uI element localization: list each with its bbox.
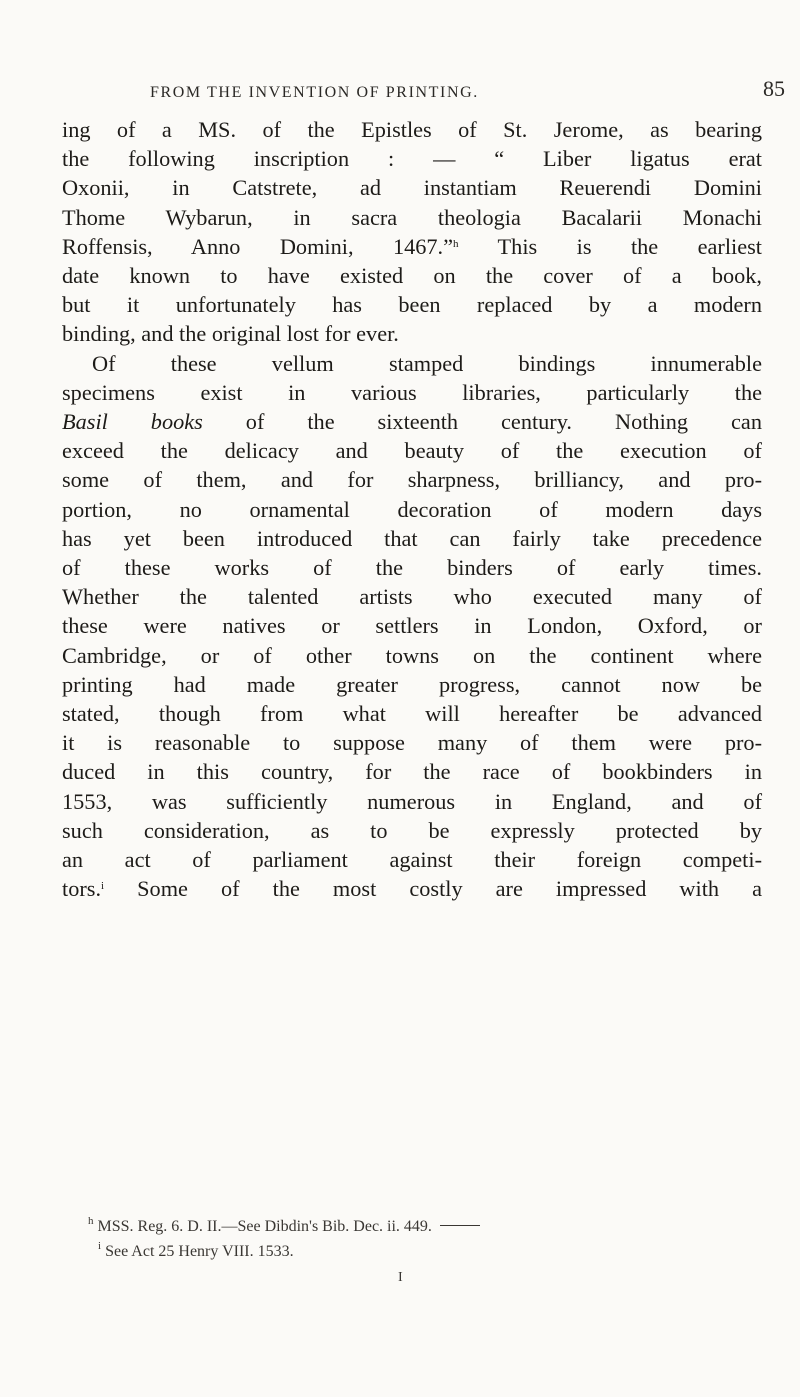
- footnote-h: [88, 1215, 480, 1236]
- line-text: such consideration, as to be expressly protected by: [62, 817, 762, 843]
- line-text: exceed the delicacy and beauty of the execution of: [62, 438, 762, 464]
- line-text: Of these vellum stamped bindings innumerable: [92, 350, 762, 376]
- footnote-mark: i: [98, 1240, 102, 1252]
- body-line: [62, 203, 762, 232]
- line-text: 1553, was sufficiently numerous in England, and of: [62, 788, 762, 814]
- line-text: of the sixteenth century. Nothing can: [202, 409, 762, 434]
- body-line: [62, 319, 762, 348]
- body-line: [92, 349, 762, 378]
- running-header: FROM THE INVENTION OF PRINTING.: [150, 84, 479, 101]
- page-number: 85: [763, 76, 785, 101]
- line-text: duced in this country, for the race of bookbinders in: [62, 759, 762, 785]
- footnote-ref: h: [453, 237, 459, 250]
- line-text: portion, no ornamental decoration of modern days: [62, 496, 762, 522]
- body-line: [62, 290, 762, 319]
- line-text: but it unfortunately has been replaced by a modern: [62, 292, 762, 318]
- body-line: [62, 641, 762, 670]
- line-text: an act of parliament against their foreign competi-: [62, 847, 762, 872]
- body-line: [62, 173, 762, 202]
- line-text: of these works of the binders of early times.: [62, 555, 762, 580]
- line-text: ing of a MS. of the Epistles of St. Jerome, as bearing: [62, 117, 762, 142]
- body-line: [62, 757, 762, 786]
- body-line: [62, 582, 762, 611]
- italic-title: Basil books: [62, 409, 203, 434]
- line-text: Thome Wybarun, in sacra theologia Bacalarii Monachi: [62, 204, 762, 230]
- footnote-mark: h: [88, 1215, 94, 1227]
- line-text: Oxonii, in Catstrete, ad instantiam Reuerendi Domini: [62, 175, 762, 201]
- line-text: some of them, and for sharpness, brilliancy, and pro-: [62, 467, 762, 493]
- line-text: Roffensis, Anno Domini, 1467.”: [62, 233, 454, 259]
- line-text: it is reasonable to suppose many of them were pro-: [62, 730, 762, 756]
- line-text: the following inscription : — “ Liber ligatus erat: [62, 146, 762, 172]
- line-text: has yet been introduced that can fairly take precedence: [62, 525, 762, 551]
- body-line: [62, 495, 762, 524]
- body-line: [62, 232, 762, 261]
- body-line: [62, 611, 762, 640]
- line-text: tors.: [62, 876, 102, 902]
- line-text-continued: This is the earliest: [458, 233, 762, 259]
- signature-mark: I: [398, 1270, 403, 1285]
- footnote-i: [98, 1240, 294, 1261]
- line-text: specimens exist in various libraries, particularly the: [62, 379, 762, 405]
- body-line: [62, 553, 762, 582]
- line-text: binding, and the original lost for ever.: [62, 321, 399, 347]
- footnote-ref: i: [101, 880, 105, 893]
- line-text: printing had made greater progress, cannot now be: [62, 671, 762, 697]
- body-line: [62, 728, 762, 757]
- body-line: [62, 816, 762, 845]
- body-line: [62, 465, 762, 494]
- body-line: [62, 845, 762, 874]
- line-text: these were natives or settlers in London, Oxford, or: [62, 613, 762, 639]
- body-line: [62, 261, 762, 290]
- line-text-continued: Some of the most costly are impressed with a: [104, 876, 762, 902]
- body-line: [62, 144, 762, 173]
- line-text: Whether the talented artists who executed many of: [62, 584, 762, 610]
- footnote-rule: [440, 1225, 480, 1226]
- body-line: [62, 115, 762, 144]
- body-line: [62, 524, 762, 553]
- line-text: date known to have existed on the cover of a book,: [62, 263, 762, 288]
- body-line: [62, 407, 762, 436]
- line-text: Cambridge, or of other towns on the continent where: [62, 642, 762, 668]
- body-line: [62, 699, 762, 728]
- body-line: [62, 436, 762, 465]
- body-line: [62, 670, 762, 699]
- body-line: [62, 787, 762, 816]
- footnote-text: See Act 25 Henry VIII. 1533.: [105, 1243, 294, 1260]
- body-line: [62, 378, 762, 407]
- body-line: [62, 874, 762, 903]
- line-text: stated, though from what will hereafter be advanced: [62, 701, 762, 726]
- footnote-text: MSS. Reg. 6. D. II.—See Dibdin's Bib. Dec. ii. 449.: [97, 1218, 432, 1235]
